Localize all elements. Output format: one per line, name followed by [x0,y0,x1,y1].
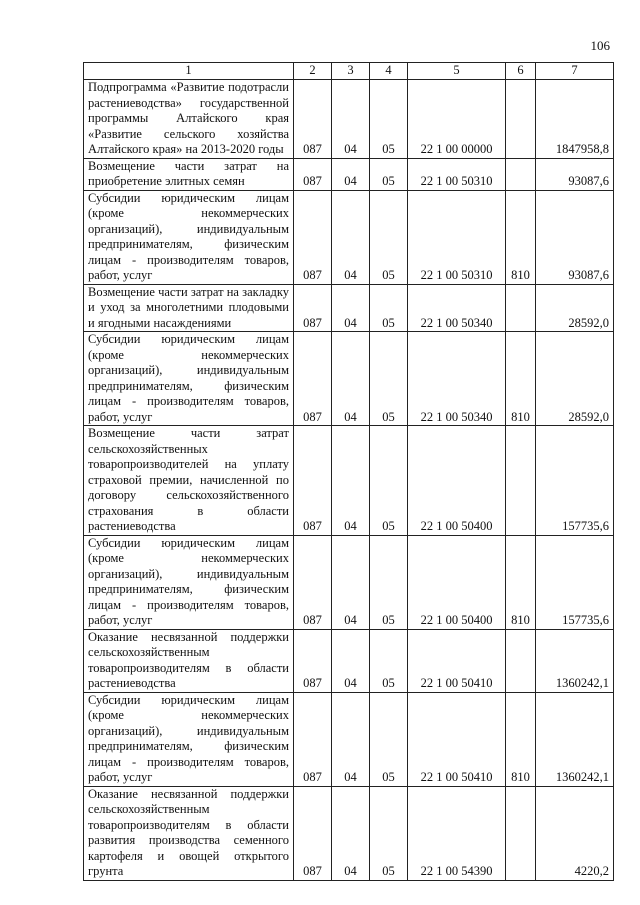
header-col-5: 5 [408,63,506,80]
target-article-code: 22 1 00 54390 [408,786,506,880]
section-code: 04 [332,190,370,284]
expense-type-code [506,284,536,332]
row-name: Оказание несвязанной поддержки сельскохозяйственным товаропроизводителям в области растениеводства [84,629,294,692]
admin-code: 087 [294,426,332,536]
target-article-code: 22 1 00 00000 [408,80,506,159]
row-name: Субсидии юридическим лицам (кроме некоммерческих организаций), индивидуальным предпринимателям, физическим лицам - производителям товаров, работ, услуг [84,692,294,786]
section-code: 04 [332,158,370,190]
admin-code: 087 [294,190,332,284]
row-name: Субсидии юридическим лицам (кроме некоммерческих организаций), индивидуальным предпринимателям, физическим лицам - производителям товаров, работ, услуг [84,190,294,284]
page-number: 106 [590,38,610,53]
table-row [84,426,614,536]
subsection-code: 05 [370,629,408,692]
target-article-code: 22 1 00 50410 [408,629,506,692]
subsection-code: 05 [370,426,408,536]
amount: 93087,6 [536,190,614,284]
table-row [84,332,614,426]
admin-code: 087 [294,80,332,159]
target-article-code: 22 1 00 50310 [408,158,506,190]
section-code: 04 [332,332,370,426]
section-code: 04 [332,692,370,786]
target-article-code: 22 1 00 50410 [408,692,506,786]
amount: 1360242,1 [536,692,614,786]
amount: 4220,2 [536,786,614,880]
expense-type-code [506,629,536,692]
header-col-4: 4 [370,63,408,80]
admin-code: 087 [294,786,332,880]
subsection-code: 05 [370,332,408,426]
section-code: 04 [332,535,370,629]
expense-type-code: 810 [506,535,536,629]
expense-type-code: 810 [506,332,536,426]
admin-code: 087 [294,629,332,692]
header-col-2: 2 [294,63,332,80]
row-name: Субсидии юридическим лицам (кроме некоммерческих организаций), индивидуальным предпринимателям, физическим лицам - производителям товаров, работ, услуг [84,535,294,629]
header-col-1: 1 [84,63,294,80]
row-name: Субсидии юридическим лицам (кроме некоммерческих организаций), индивидуальным предпринимателям, физическим лицам - производителям товаров, работ, услуг [84,332,294,426]
header-col-6: 6 [506,63,536,80]
amount: 28592,0 [536,284,614,332]
header-row [84,63,614,80]
table-row [84,158,614,190]
subsection-code: 05 [370,80,408,159]
table-row [84,80,614,159]
table-row [84,535,614,629]
admin-code: 087 [294,158,332,190]
table-row [84,284,614,332]
table-row [84,786,614,880]
expense-type-code: 810 [506,190,536,284]
expense-type-code [506,80,536,159]
amount: 28592,0 [536,332,614,426]
table-row [84,629,614,692]
target-article-code: 22 1 00 50310 [408,190,506,284]
amount: 157735,6 [536,535,614,629]
admin-code: 087 [294,692,332,786]
budget-table [83,62,614,881]
row-name: Возмещение части затрат на закладку и уход за многолетними плодовыми и ягодными насаждениями [84,284,294,332]
amount: 157735,6 [536,426,614,536]
expense-type-code [506,786,536,880]
subsection-code: 05 [370,158,408,190]
section-code: 04 [332,284,370,332]
subsection-code: 05 [370,190,408,284]
table-row [84,692,614,786]
expense-type-code: 810 [506,692,536,786]
target-article-code: 22 1 00 50400 [408,535,506,629]
subsection-code: 05 [370,692,408,786]
target-article-code: 22 1 00 50340 [408,284,506,332]
header-col-3: 3 [332,63,370,80]
row-name: Возмещение части затрат на приобретение элитных семян [84,158,294,190]
admin-code: 087 [294,332,332,426]
section-code: 04 [332,629,370,692]
admin-code: 087 [294,284,332,332]
target-article-code: 22 1 00 50340 [408,332,506,426]
subsection-code: 05 [370,284,408,332]
section-code: 04 [332,426,370,536]
admin-code: 087 [294,535,332,629]
section-code: 04 [332,80,370,159]
table-row [84,190,614,284]
subsection-code: 05 [370,535,408,629]
section-code: 04 [332,786,370,880]
row-name: Подпрограмма «Развитие подотрасли растениеводства» государственной программы Алтайского края «Развитие сельского хозяйства Алтайского края» на 2013-2020 годы [84,80,294,159]
row-name: Оказание несвязанной поддержки сельскохозяйственным товаропроизводителям в области развития производства семенного картофеля и овощей открытого грунта [84,786,294,880]
amount: 1360242,1 [536,629,614,692]
amount: 1847958,8 [536,80,614,159]
expense-type-code [506,426,536,536]
table-body [84,80,614,881]
expense-type-code [506,158,536,190]
row-name: Возмещение части затрат сельскохозяйственных товаропроизводителей на уплату страховой премии, начисленной по договору сельскохозяйственного страхования в области растениеводства [84,426,294,536]
target-article-code: 22 1 00 50400 [408,426,506,536]
amount: 93087,6 [536,158,614,190]
header-col-7: 7 [536,63,614,80]
subsection-code: 05 [370,786,408,880]
